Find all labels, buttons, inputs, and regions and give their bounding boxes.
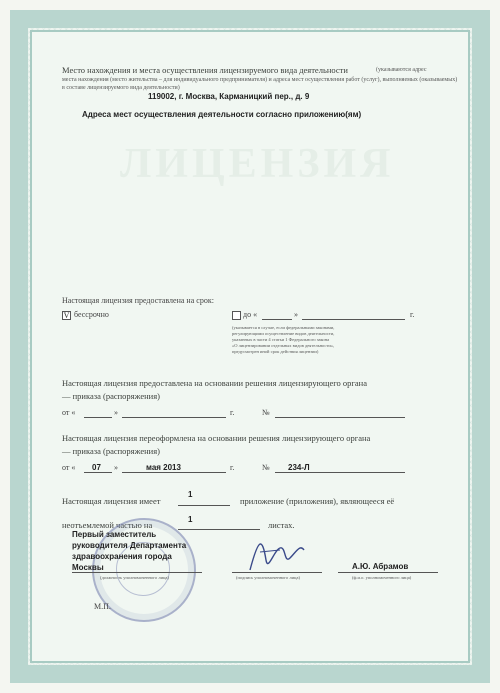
until-year: г. <box>410 310 415 319</box>
basis-day-line <box>84 417 112 418</box>
basis-month-line <box>122 417 226 418</box>
signatory-name: А.Ю. Абрамов <box>352 562 409 571</box>
reissue-line2: — приказа (распоряжения) <box>62 446 160 456</box>
reissue-number-sign: № <box>262 463 270 472</box>
until-month-line <box>302 319 405 320</box>
places-of-activity: Адреса мест осуществления деятельности согласно приложению(ям) <box>82 110 362 119</box>
appendix-has-prefix: Настоящая лицензия имеет <box>62 496 161 506</box>
seal-place-mark: М.П. <box>94 602 111 611</box>
address: 119002, г. Москва, Карманицкий пер., д. 9 <box>148 92 310 101</box>
basis-line1: Настоящая лицензия предоставлена на основании решения лицензирующего органа <box>62 378 367 388</box>
until-checkbox[interactable] <box>232 311 241 320</box>
unlimited-label: бессрочно <box>74 310 109 319</box>
watermark: ЛИЦЕНЗИЯ <box>120 141 395 187</box>
until-quote: » <box>294 310 298 319</box>
appendix-count-line <box>178 505 230 506</box>
reissue-day-line <box>84 472 112 473</box>
reissue-day: 07 <box>92 463 101 472</box>
appendix-sheets: 1 <box>188 515 193 524</box>
appendix-part-prefix: неотъемлемой частью на <box>62 520 153 530</box>
basis-line2: — приказа (распоряжения) <box>62 391 160 401</box>
reissue-quote: » <box>114 463 118 472</box>
appendix-sheets-suffix: листах. <box>268 520 295 530</box>
basis-number-sign: № <box>262 408 270 417</box>
header-note-line2: места нахождения (место жительства – для индивидуального предпринимателя) и адреса мест осуществления работ (услуг), выполняемых (оказываемых) <box>62 77 458 83</box>
reissue-year: г. <box>230 463 235 472</box>
appendix-count: 1 <box>188 490 193 499</box>
header-title-note: (указываются адрес <box>376 67 427 73</box>
reissue-month-year: мая 2013 <box>146 463 181 472</box>
position-line-2: руководителя Департамента <box>72 541 187 550</box>
term-note-3: указанных в части 4 статьи 1 Федерального закона <box>232 337 330 342</box>
reissue-number: 234-Л <box>288 463 310 472</box>
position-line-1: Первый заместитель <box>72 530 157 539</box>
basis-number-line <box>275 417 405 418</box>
term-note-4: «О лицензировании отдельных видов деятельности», <box>232 343 335 348</box>
header-note-line3: в составе лицензируемого вида деятельности) <box>62 85 180 91</box>
stamp-emblem <box>116 542 170 596</box>
name-line <box>338 572 438 573</box>
signature-line <box>232 572 322 573</box>
handwritten-signature <box>240 530 310 578</box>
appendix-has-suffix: приложение (приложения), являющееся её <box>240 496 395 506</box>
term-note-1: (указывается в случае, если федеральными законами, <box>232 325 335 330</box>
basis-year: г. <box>230 408 235 417</box>
position-line-3: здравоохранения города <box>72 552 172 561</box>
check-mark: V <box>63 311 70 320</box>
basis-from: от « <box>62 408 76 417</box>
reissue-line1: Настоящая лицензия переоформлена на основании решения лицензирующего органа <box>62 433 371 443</box>
position-line <box>72 572 202 573</box>
reissue-month-line <box>122 472 226 473</box>
signature-note: (подпись уполномоченного лица) <box>236 575 300 580</box>
term-note-5: предусмотрен иной срок действия лицензии) <box>232 349 319 354</box>
term-note-2: регулирующими осуществление видов деятельности, <box>232 331 335 336</box>
unlimited-checkbox[interactable] <box>62 311 71 320</box>
name-note: (ф.и.о. уполномоченного лица) <box>352 575 412 580</box>
reissue-from: от « <box>62 463 76 472</box>
position-note: (должность уполномоченного лица) <box>100 575 169 580</box>
term-label: Настоящая лицензия предоставлена на срок: <box>62 296 214 305</box>
until-day-line <box>262 319 292 320</box>
position-line-4: Москвы <box>72 563 104 572</box>
basis-quote: » <box>114 408 118 417</box>
until-prefix: до « <box>243 310 258 319</box>
header-title: Место нахождения и места осуществления лицензируемого вида деятельности <box>62 65 348 75</box>
reissue-number-line <box>275 472 405 473</box>
